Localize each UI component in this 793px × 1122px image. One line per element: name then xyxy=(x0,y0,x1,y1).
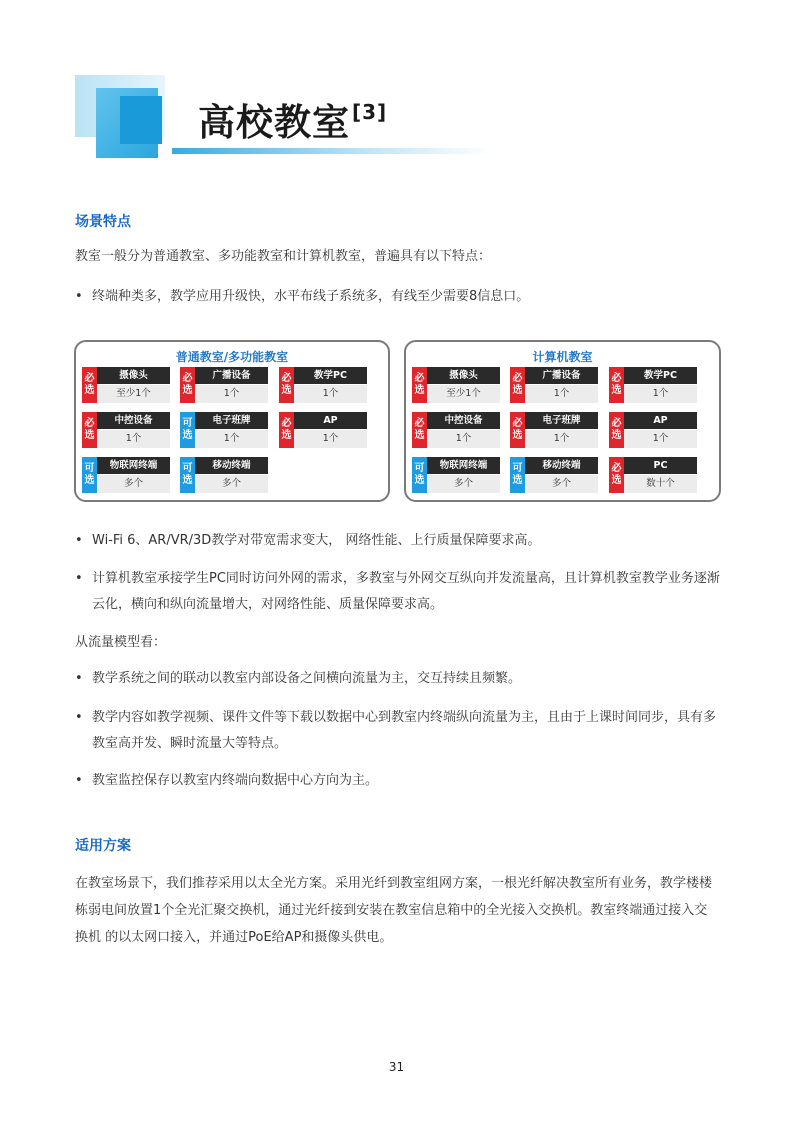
traffic-bullet-1 xyxy=(75,666,720,692)
panel-computer-classroom xyxy=(404,340,721,502)
traffic-bullet-2 xyxy=(75,705,720,757)
device-name: 物联网终端 xyxy=(427,457,500,474)
badge-char: 选 xyxy=(281,385,292,396)
device-count: 1个 xyxy=(195,430,268,448)
optional-badge xyxy=(412,457,427,493)
badge-char: 选 xyxy=(512,430,523,441)
device-card xyxy=(412,367,500,403)
device-name: PC xyxy=(624,457,697,474)
badge-char: 必 xyxy=(281,373,292,384)
title-reference: [3] xyxy=(352,100,388,124)
badge-char: 必 xyxy=(182,373,193,384)
badge-char: 选 xyxy=(84,430,95,441)
bullet-text: 教学系统之间的联动以教室内部设备之间横向流量为主，交互持续且频繁。 xyxy=(92,671,522,686)
badge-char: 必 xyxy=(611,463,622,474)
badge-char: 选 xyxy=(84,475,95,486)
bullet-text: Wi-Fi 6、AR/VR/3D教学对带宽需求变大， 网络性能、上行质量保障要求高。 xyxy=(92,533,541,548)
device-card xyxy=(510,412,598,448)
badge-char: 必 xyxy=(512,418,523,429)
bullet-dot: • xyxy=(75,671,83,686)
badge-char: 必 xyxy=(414,418,425,429)
required-badge xyxy=(82,412,97,448)
device-card xyxy=(412,457,500,493)
badge-char: 选 xyxy=(281,430,292,441)
badge-char: 选 xyxy=(414,385,425,396)
required-badge xyxy=(609,412,624,448)
device-name: 电子班牌 xyxy=(525,412,598,429)
badge-char: 选 xyxy=(512,385,523,396)
device-card xyxy=(180,457,268,493)
panel-title: 普通教室/多功能教室 xyxy=(175,350,289,364)
required-badge xyxy=(82,367,97,403)
badge-char: 选 xyxy=(611,430,622,441)
badge-char: 可 xyxy=(182,418,193,429)
device-count: 多个 xyxy=(97,475,170,493)
required-badge xyxy=(510,412,525,448)
optional-badge xyxy=(180,457,195,493)
device-name: 广播设备 xyxy=(195,367,268,384)
badge-char: 选 xyxy=(84,385,95,396)
device-count: 1个 xyxy=(294,430,367,448)
bullet-text: 计算机教室承接学生PC同时访问外网的需求，多教室与外网交互纵向并发流量高，且计算机教室教学业务逐渐云化，横向和纵向流量增大，对网络性能、质量保障要求高。 xyxy=(92,571,720,612)
device-name: 中控设备 xyxy=(97,412,170,429)
device-count: 多个 xyxy=(525,475,598,493)
requirement-bullet-2 xyxy=(75,566,720,618)
bullet-dot: • xyxy=(75,571,83,586)
badge-char: 选 xyxy=(182,430,193,441)
bullet-text: 教室监控保存以教室内终端向数据中心方向为主。 xyxy=(92,773,379,788)
required-badge xyxy=(412,412,427,448)
bullet-dot: • xyxy=(75,710,83,725)
device-count: 数十个 xyxy=(624,475,697,493)
bullet-text: 终端种类多，教学应用升级快，水平布线子系统多，有线至少需要8信息口。 xyxy=(92,289,530,304)
badge-char: 必 xyxy=(414,373,425,384)
device-name: 摄像头 xyxy=(427,367,500,384)
traffic-intro: 从流量模型看： xyxy=(75,635,167,650)
badge-char: 可 xyxy=(512,463,523,474)
badge-char: 必 xyxy=(84,418,95,429)
device-name: 电子班牌 xyxy=(195,412,268,429)
badge-char: 必 xyxy=(84,373,95,384)
badge-char: 可 xyxy=(84,463,95,474)
bullet-dot: • xyxy=(75,533,83,548)
device-card xyxy=(609,412,697,448)
badge-char: 选 xyxy=(182,475,193,486)
device-count: 1个 xyxy=(294,385,367,403)
badge-char: 必 xyxy=(611,418,622,429)
device-card xyxy=(82,457,170,493)
badge-char: 选 xyxy=(611,385,622,396)
badge-char: 选 xyxy=(611,475,622,486)
device-card xyxy=(609,367,697,403)
required-badge xyxy=(609,367,624,403)
device-card xyxy=(82,367,170,403)
bullet-dot: • xyxy=(75,289,83,304)
solution-body: 在教室场景下，我们推荐采用以太全光方案。采用光纤到教室组网方案，一根光纤解决教室所有业务，教学楼楼栋弱电间放置1个全光汇聚交换机，通过光纤接到安装在教室信息箱中的全光接入交换机。教室终端通过接入交换机 的以太网口接入，并通过PoE给AP和摄像头供电。 xyxy=(75,876,713,945)
badge-char: 必 xyxy=(611,373,622,384)
device-card xyxy=(609,457,697,493)
feature-bullet xyxy=(75,284,720,310)
required-badge xyxy=(609,457,624,493)
device-card xyxy=(180,367,268,403)
device-card xyxy=(180,412,268,448)
badge-char: 选 xyxy=(414,475,425,486)
device-name: 移动终端 xyxy=(525,457,598,474)
device-count: 至少1个 xyxy=(97,385,170,403)
device-card xyxy=(82,412,170,448)
features-intro: 教室一般分为普通教室、多功能教室和计算机教室，普遍具有以下特点： xyxy=(75,249,492,264)
badge-char: 选 xyxy=(512,475,523,486)
badge-char: 必 xyxy=(512,373,523,384)
required-badge xyxy=(279,412,294,448)
device-count: 1个 xyxy=(427,430,500,448)
device-count: 多个 xyxy=(427,475,500,493)
bullet-text: 教学内容如教学视频、课件文件等下载以数据中心到教室内终端纵向流量为主，且由于上课时间同步，具有多教室高并发、瞬时流量大等特点。 xyxy=(92,710,717,751)
device-name: 物联网终端 xyxy=(97,457,170,474)
section-heading-features: 场景特点 xyxy=(75,214,131,230)
required-badge xyxy=(279,367,294,403)
requirement-bullet-1 xyxy=(75,528,720,554)
device-card xyxy=(510,367,598,403)
optional-badge xyxy=(180,412,195,448)
required-badge xyxy=(510,367,525,403)
page-title xyxy=(198,92,387,146)
section-heading-solution: 适用方案 xyxy=(75,838,131,854)
device-name: AP xyxy=(294,412,367,429)
header-decoration-dark xyxy=(120,96,162,144)
device-count: 1个 xyxy=(97,430,170,448)
required-badge xyxy=(412,367,427,403)
device-count: 1个 xyxy=(624,430,697,448)
panel-regular-classroom xyxy=(74,340,390,502)
device-card xyxy=(279,412,367,448)
device-card xyxy=(412,412,500,448)
device-count: 多个 xyxy=(195,475,268,493)
device-name: 摄像头 xyxy=(97,367,170,384)
device-name: 中控设备 xyxy=(427,412,500,429)
title-underline xyxy=(172,148,492,154)
device-count: 1个 xyxy=(195,385,268,403)
panel-title: 计算机教室 xyxy=(532,350,593,364)
device-count: 1个 xyxy=(525,430,598,448)
badge-char: 可 xyxy=(182,463,193,474)
required-badge xyxy=(180,367,195,403)
device-name: 教学PC xyxy=(624,367,697,384)
device-card xyxy=(510,457,598,493)
device-name: 移动终端 xyxy=(195,457,268,474)
page-number: 31 xyxy=(388,1060,405,1074)
device-name: 教学PC xyxy=(294,367,367,384)
badge-char: 必 xyxy=(281,418,292,429)
bullet-dot: • xyxy=(75,773,83,788)
badge-char: 选 xyxy=(414,430,425,441)
device-name: AP xyxy=(624,412,697,429)
device-count: 1个 xyxy=(624,385,697,403)
device-count: 至少1个 xyxy=(427,385,500,403)
badge-char: 可 xyxy=(414,463,425,474)
device-name: 广播设备 xyxy=(525,367,598,384)
badge-char: 选 xyxy=(182,385,193,396)
page-title-text: 高校教室 xyxy=(198,101,350,144)
optional-badge xyxy=(510,457,525,493)
device-count: 1个 xyxy=(525,385,598,403)
optional-badge xyxy=(82,457,97,493)
device-card xyxy=(279,367,367,403)
traffic-bullet-3 xyxy=(75,768,720,794)
